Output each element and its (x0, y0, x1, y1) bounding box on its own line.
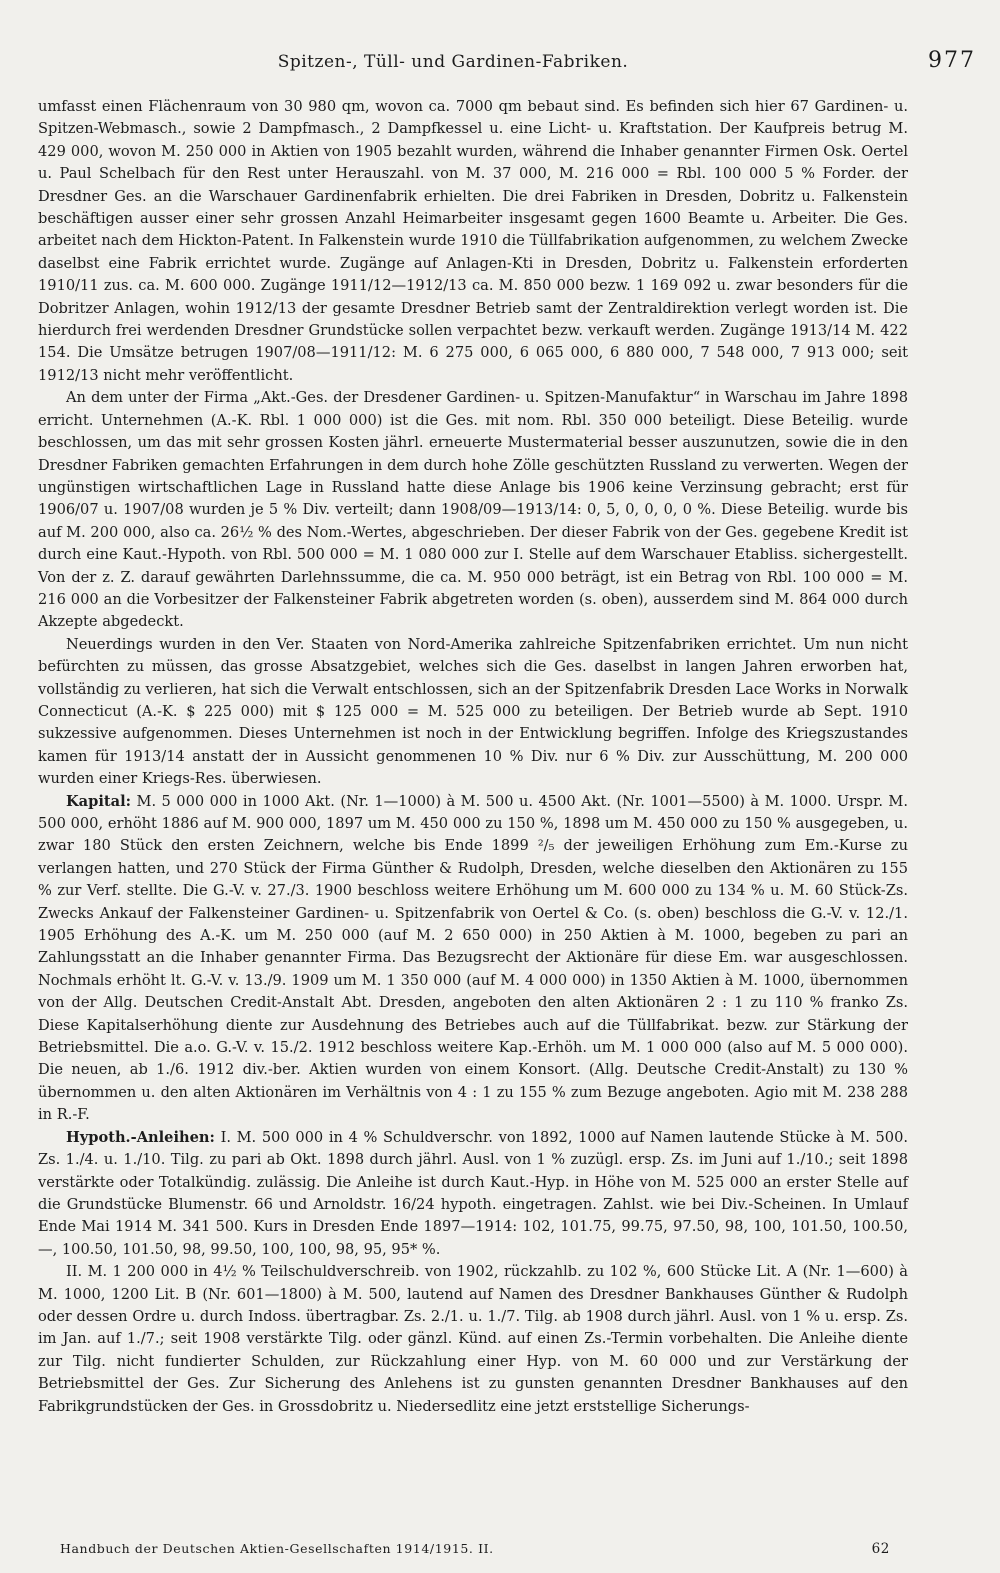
paragraph-text: II. M. 1 200 000 in 4½ % Teilschuldverschreib. von 1902, rückzahlb. zu 102 %, 600 Stücke Lit. A (Nr. 1—600) à M. 1000, 1200 Lit. B (Nr. 601—1800) à M. 500, lautend auf Namen des Dresdner Bankhauses Günther & Rudolph oder dessen Ordre u. durch Indoss. übertragbar. Zs. 2./1. u. 1./7. Tilg. ab 1908 durch jährl. Ausl. von 1 % u. ersp. Zs. im Jan. auf 1./7.; seit 1908 verstärkte Tilg. oder gänzl. Künd. auf einen Zs.-Termin vorbehalten. Die Anleihe diente zur Tilg. nicht fundierter Schulden, zur Rückzahlung einer Hyp. von M. 60 000 und zur Verstärkung der Betriebsmittel der Ges. Zur Sicherung des Anlehens ist zu gunsten genannten Dresdner Bankhauses auf den Fabrikgrundstücken der Ges. in Grossdobritz u. Niedersedlitz eine jetzt erststellige Sicherungs- (38, 1263, 908, 1415)
section-lead-hypoth-anleihen: Hypoth.-Anleihen: (66, 1128, 215, 1146)
paragraph-mortgage-loans (38, 1127, 908, 1261)
paragraph-warsaw-participation (38, 387, 908, 633)
paragraph-capital (38, 791, 908, 1127)
body-text (38, 96, 908, 1418)
paragraph-loan-ii (38, 1261, 908, 1418)
page-footer (60, 1541, 930, 1563)
running-head (38, 48, 976, 82)
paragraph-text: umfasst einen Flächenraum von 30 980 qm, wovon ca. 7000 qm bebaut sind. Es befinden sich hier 67 Gardinen- u. Spitzen-Webmasch., sowie 2 Dampfmasch., 2 Dampfkessel u. eine Licht- u. Kraftstation. Der Kaufpreis betrug M. 429 000, wovon M. 250 000 in Aktien von 1905 bezahlt wurden, während die Inhaber genannter Firmen Osk. Oertel u. Paul Schelbach für den Rest unter Herauszahl. von M. 37 000, M. 216 000 = Rbl. 100 000 5 % Forder. der Dresdner Ges. an die Warschauer Gardinenfabrik erhielten. Die drei Fabriken in Dresden, Dobritz u. Falkenstein beschäftigen ausser einer sehr grossen Anzahl Heimarbeiter insgesamt gegen 1600 Beamte u. Arbeiter. Die Ges. arbeitet nach dem Hickton-Patent. In Falkenstein wurde 1910 die Tüllfabrikation aufgenommen, zu welchem Zwecke daselbst eine Fabrik errichtet wurde. Zugänge auf Anlagen-Kti in Dresden, Dobritz u. Falkenstein erforderten 1910/11 zus. ca. M. 600 000. Zugänge 1911/12—1912/13 ca. M. 850 000 bezw. 1 169 092 u. zwar besonders für die Dobritzer Anlagen, wohin 1912/13 der gesamte Dresdner Betrieb samt der Zentraldirektion verlegt worden ist. Die hierdurch frei werdenden Dresdner Grundstücke sollen verpachtet bezw. verkauft werden. Zugänge 1913/14 M. 422 154. Die Umsätze betrugen 1907/08—1911/12: M. 6 275 000, 6 065 000, 6 880 000, 7 548 000, 7 913 000; seit 1912/13 nicht mehr veröffentlicht. (38, 98, 908, 384)
paragraph-us-participation (38, 634, 908, 791)
paragraph-plant-description (38, 96, 908, 387)
paragraph-text: I. M. 500 000 in 4 % Schuldverschr. von 1892, 1000 auf Namen lautende Stücke à M. 500. Zs. 1./4. u. 1./10. Tilg. zu pari ab Okt. 1898 durch jährl. Ausl. von 1 % zuzügl. ersp. Zs. im Juni auf 1./10.; seit 1898 verstärkte oder Totalkündig. zulässig. Die Anleihe ist durch Kaut.-Hyp. in Höhe von M. 525 000 an erster Stelle auf die Grundstücke Blumenstr. 66 und Arnoldstr. 16/24 hypoth. eingetragen. Zahlst. wie bei Div.-Scheinen. In Umlauf Ende Mai 1914 M. 341 500. Kurs in Dresden Ende 1897—1914: 102, 101.75, 99.75, 97.50, 98, 100, 101.50, 100.50, —, 100.50, 101.50, 98, 99.50, 100, 100, 98, 95, 95* %. (38, 1128, 908, 1258)
footer-source: Handbuch der Deutschen Aktien-Gesellschaften 1914/1915. II. (60, 1541, 494, 1556)
paragraph-text: Neuerdings wurden in den Ver. Staaten von Nord-Amerika zahlreiche Spitzenfabriken errichtet. Um nun nicht befürchten zu müssen, das grosse Absatzgebiet, welches sich die Ges. daselbst in langen Jahren erworben hat, vollständig zu verlieren, hat sich die Verwalt entschlossen, sich an der Spitzenfabrik Dresden Lace Works in Norwalk Connecticut (A.-K. $ 225 000) mit $ 125 000 = M. 525 000 zu beteiligen. Der Betrieb wurde ab Sept. 1910 sukzessive aufgenommen. Dieses Unternehmen ist noch in der Entwicklung begriffen. Infolge des Kriegszustandes kamen für 1913/14 anstatt der in Aussicht genommenen 10 % Div. nur 6 % Div. zur Ausschüttung, M. 200 000 wurden einer Kriegs-Res. überwiesen. (38, 635, 909, 788)
paragraph-text: M. 5 000 000 in 1000 Akt. (Nr. 1—1000) à M. 500 u. 4500 Akt. (Nr. 1001—5500) à M. 1000. Urspr. M. 500 000, erhöht 1886 auf M. 900 000, 1897 um M. 450 000 zu 150 %, 1898 um M. 450 000 zu 150 % ausgegeben, u. zwar 180 Stück den ersten Zeichnern, welche bis Ende 1899 ²/₅ der jeweiligen Erhöhung zum Em.-Kurse zu verlangen hatten, und 270 Stück der Firma Günther & Rudolph, Dresden, welche dieselben den Aktionären zu 155 % zur Verf. stellte. Die G.-V. v. 27./3. 1900 beschloss weitere Erhöhung um M. 600 000 zu 134 % u. M. 60 Stück-Zs. Zwecks Ankauf der Falkensteiner Gardinen- u. Spitzenfabrik von Oertel & Co. (s. oben) beschloss die G.-V. v. 12./1. 1905 Erhöhung des A.-K. um M. 250 000 (auf M. 2 650 000) in 250 Aktien à M. 1000, begeben zu pari an Zahlungsstatt an die Inhaber genannter Firma. Das Bezugsrecht der Aktionäre für diese Em. war ausgeschlossen. Nochmals erhöht lt. G.-V. v. 13./9. 1909 um M. 1 350 000 (auf M. 4 000 000) in 1350 Aktien à M. 1000, übernommen von der Allg. Deutschen Credit-Anstalt Abt. Dresden, angeboten den alten Aktionären 2 : 1 zu 110 % franko Zs. Diese Kapitalserhöhung diente zur Ausdehnung des Betriebes auch auf die Tüllfabrikat. bezw. zur Stärkung der Betriebsmittel. Die a.o. G.-V. v. 15./2. 1912 beschloss weitere Kap.-Erhöh. um M. 1 000 000 (also auf M. 5 000 000). Die neuen, ab 1./6. 1912 div.-ber. Aktien wurden von einem Konsort. (Allg. Deutsche Credit-Anstalt) zu 130 % übernommen u. den alten Aktionären im Verhältnis von 4 : 1 zu 155 % zum Bezuge angeboten. Agio mit M. 238 288 in R.-F. (38, 792, 909, 1124)
page-title: Spitzen-, Tüll- und Gardinen-Fabriken. (277, 52, 629, 72)
paragraph-text: An dem unter der Firma „Akt.-Ges. der Dresdener Gardinen- u. Spitzen-Manufaktur“ in Warschau im Jahre 1898 erricht. Unternehmen (A.-K. Rbl. 1 000 000) ist die Ges. mit nom. Rbl. 350 000 beteiligt. Diese Beteilig. wurde beschlossen, um das mit sehr grossen Kosten jährl. erneuerte Mustermaterial besser auszunutzen, sowie die in den Dresdner Fabriken gemachten Erfahrungen in dem durch hohe Zölle geschützten Russland zu verwerten. Wegen der ungünstigen wirtschaftlichen Lage in Russland hatte diese Anlage bis 1906 keine Verzinsung gebracht; erst für 1906/07 u. 1907/08 wurden je 5 % Div. verteilt; dann 1908/09—1913/14: 0, 5, 0, 0, 0, 0 %. Diese Beteilig. wurde bis auf M. 200 000, also ca. 26½ % des Nom.-Wertes, abgeschrieben. Der dieser Fabrik von der Ges. gegebene Kredit ist durch eine Kaut.-Hypoth. von Rbl. 500 000 = M. 1 080 000 zur I. Stelle auf dem Warschauer Etabliss. sichergestellt. Von der z. Z. darauf gewährten Darlehnssumme, die ca. M. 950 000 beträgt, ist ein Betrag von Rbl. 100 000 = M. 216 000 an die Vorbesitzer der Falkensteiner Fabrik abgetreten worden (s. oben), ausserdem sind M. 864 000 durch Akzepte abgedeckt. (38, 389, 908, 631)
footer-signature: 62 (871, 1541, 890, 1557)
page-number: 977 (928, 48, 976, 73)
section-lead-kapital: Kapital: (66, 792, 132, 810)
